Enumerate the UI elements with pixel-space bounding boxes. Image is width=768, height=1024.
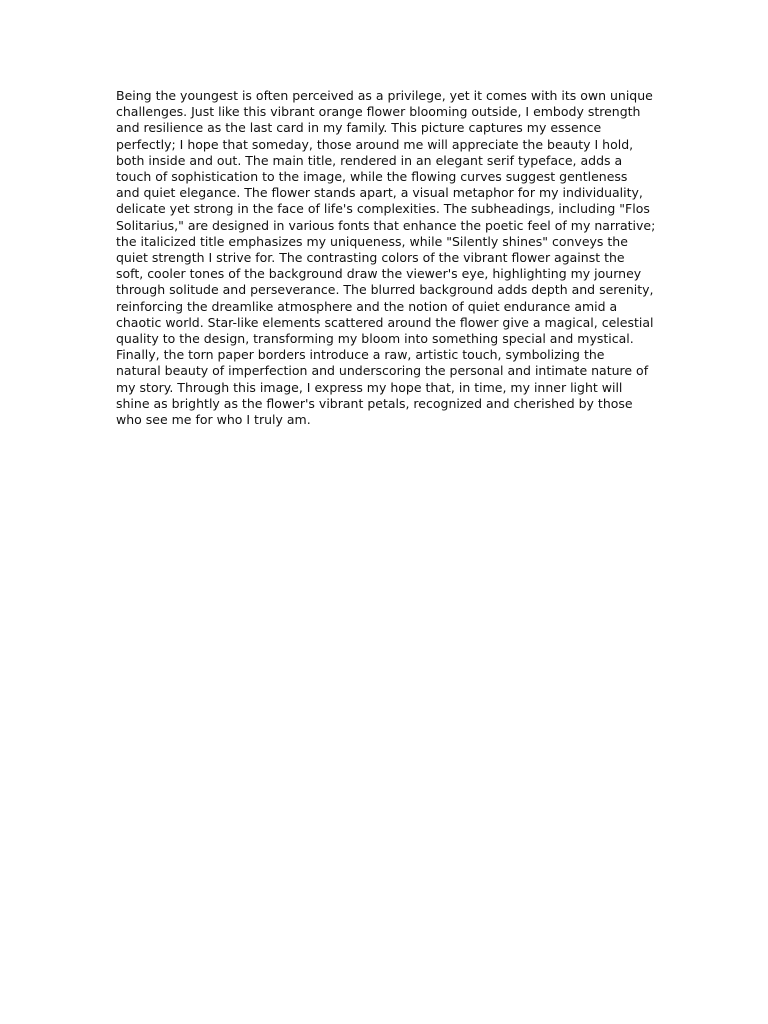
text-line: through solitude and perseverance. The blurred background adds depth and serenity,	[116, 282, 654, 298]
text-line: challenges. Just like this vibrant orange flower blooming outside, I embody strength	[116, 104, 641, 120]
text-line: both inside and out. The main title, rendered in an elegant serif typeface, adds a	[116, 152, 623, 168]
text-line: Solitarius," are designed in various fonts that enhance the poetic feel of my narrative;	[116, 217, 656, 233]
text-line: touch of sophistication to the image, while the flowing curves suggest gentleness	[116, 169, 628, 185]
body-paragraph	[116, 88, 664, 428]
text-line: quality to the design, transforming my bloom into something special and mystical.	[116, 331, 634, 347]
text-line: and quiet elegance. The flower stands apart, a visual metaphor for my individuality,	[116, 185, 643, 201]
text-line: Being the youngest is often perceived as a privilege, yet it comes with its own unique	[116, 88, 653, 103]
text-line: quiet strength I strive for. The contrasting colors of the vibrant flower against the	[116, 250, 625, 266]
text-line: natural beauty of imperfection and underscoring the personal and intimate nature of	[116, 363, 649, 379]
text-line: my story. Through this image, I express my hope that, in time, my inner light will	[116, 379, 623, 395]
text-line: and resilience as the last card in my family. This picture captures my essence	[116, 120, 602, 136]
text-line: soft, cooler tones of the background draw the viewer's eye, highlighting my journey	[116, 266, 642, 282]
text-line: delicate yet strong in the face of life's complexities. The subheadings, including "Flos	[116, 201, 650, 217]
text-line: chaotic world. Star-like elements scattered around the flower give a magical, celestial	[116, 314, 654, 330]
text-line: Finally, the torn paper borders introduce a raw, artistic touch, symbolizing the	[116, 347, 605, 363]
text-line: the italicized title emphasizes my uniqueness, while "Silently shines" conveys the	[116, 233, 628, 249]
text-line: reinforcing the dreamlike atmosphere and the notion of quiet endurance amid a	[116, 298, 618, 314]
text-line: shine as brightly as the flower's vibrant petals, recognized and cherished by those	[116, 395, 633, 411]
text-line: perfectly; I hope that someday, those around me will appreciate the beauty I hold,	[116, 136, 634, 152]
text-line: who see me for who I truly am.	[116, 412, 311, 428]
